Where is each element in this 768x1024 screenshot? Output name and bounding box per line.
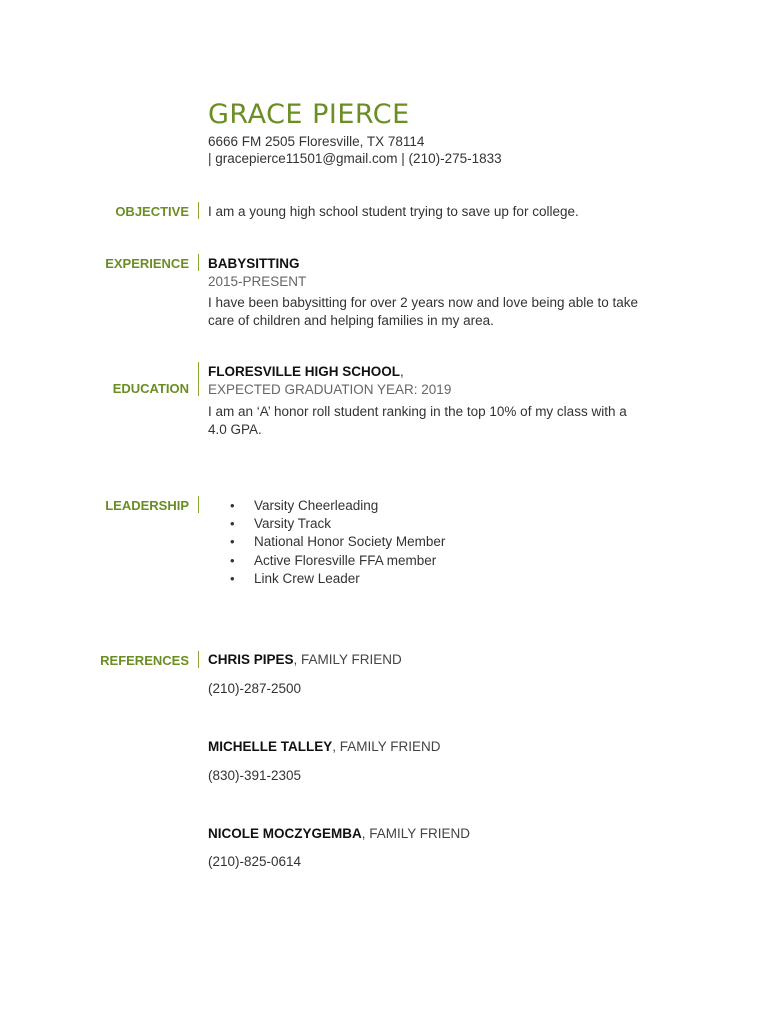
school-name: FLORESVILLE HIGH SCHOOL (208, 364, 401, 379)
education-school (208, 364, 404, 379)
reference-name: NICOLE MOCZYGEMBA (208, 826, 362, 841)
experience-description-line-1: I have been babysitting for over 2 years now and love being able to take (208, 295, 639, 310)
experience-title: BABYSITTING (208, 256, 300, 271)
applicant-name: GRACE PIERCE (208, 99, 410, 130)
education-description-line-2: 4.0 GPA. (208, 422, 262, 437)
objective-label: OBJECTIVE (115, 204, 189, 219)
education-divider (198, 362, 199, 396)
objective-text: I am a young high school student trying to save up for college. (208, 204, 579, 219)
experience-label: EXPERIENCE (105, 256, 189, 271)
reference-3-phone: (210)-825-0614 (208, 854, 302, 869)
experience-divider (198, 254, 199, 271)
education-description-line-1: I am an ‘A’ honor roll student ranking in the top 10% of my class with a (208, 404, 627, 419)
address-line: 6666 FM 2505 Floresville, TX 78114 (208, 134, 425, 149)
leadership-divider (198, 496, 199, 513)
reference-relation: , FAMILY FRIEND (361, 826, 471, 841)
list-item: • Link Crew Leader (208, 570, 445, 588)
experience-description-line-2: care of children and helping families in my area. (208, 313, 494, 328)
leadership-list (208, 497, 445, 588)
bullet-icon: • (230, 516, 235, 532)
references-divider (198, 651, 199, 668)
reference-3 (208, 826, 470, 841)
contact-line: | gracepierce11501@gmail.com | (210)-275-1833 (208, 151, 502, 166)
reference-relation: , FAMILY FRIEND (332, 739, 441, 754)
reference-1-phone: (210)-287-2500 (208, 681, 302, 696)
experience-dates: 2015-PRESENT (208, 274, 307, 289)
school-suffix: , (400, 364, 404, 379)
leadership-label: LEADERSHIP (105, 498, 189, 513)
bullet-icon: • (230, 498, 235, 513)
bullet-icon: • (230, 570, 235, 586)
list-item: • Varsity Track (208, 515, 445, 533)
reference-name: CHRIS PIPES (208, 652, 294, 667)
reference-1 (208, 652, 402, 667)
references-label: REFERENCES (100, 653, 189, 668)
bullet-icon: • (230, 534, 235, 550)
list-item: • National Honor Society Member (208, 533, 445, 551)
reference-2-phone: (830)-391-2305 (208, 768, 302, 783)
education-label: EDUCATION (112, 381, 189, 396)
list-item: • Active Floresville FFA member (208, 552, 445, 570)
education-graduation: EXPECTED GRADUATION YEAR: 2019 (208, 382, 452, 397)
reference-relation: , FAMILY FRIEND (293, 652, 402, 667)
reference-2 (208, 739, 441, 754)
list-item: • Varsity Cheerleading (208, 497, 445, 515)
reference-name: MICHELLE TALLEY (208, 739, 333, 754)
objective-divider (198, 202, 199, 219)
bullet-icon: • (230, 552, 235, 568)
